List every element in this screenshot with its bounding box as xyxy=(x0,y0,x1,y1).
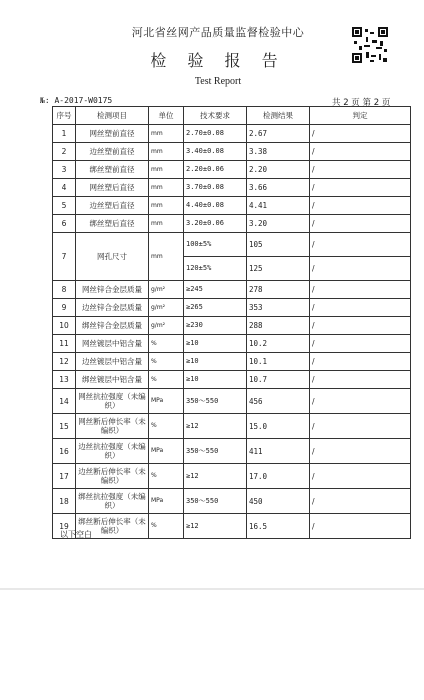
cell-result: 10.7 xyxy=(247,371,310,389)
cell-item: 网丝锌合金层质量 xyxy=(76,281,149,299)
cell-item: 绑丝塑后直径 xyxy=(76,215,149,233)
cell-no: 18 xyxy=(53,489,76,514)
header-unit: 单位 xyxy=(149,107,184,125)
cell-requirement: 100±5% xyxy=(184,233,247,257)
document-number: №: A-2017-W0175 xyxy=(40,96,113,105)
cell-requirement: 4.40±0.08 xyxy=(184,197,247,215)
end-of-report-note: 以下空白 xyxy=(60,530,92,539)
cell-verdict: / xyxy=(310,335,411,353)
cell-item: 网丝塑后直径 xyxy=(76,179,149,197)
cell-no: 15 xyxy=(53,414,76,439)
cell-unit: MPa xyxy=(149,489,184,514)
table-row xyxy=(53,371,411,389)
cell-unit: MPa xyxy=(149,439,184,464)
cell-no: 10 xyxy=(53,317,76,335)
cell-verdict: / xyxy=(310,389,411,414)
report-page xyxy=(12,10,412,590)
cell-item: 边丝断后伸长率（未编织） xyxy=(76,464,149,489)
cell-item: 网丝断后伸长率（未编织） xyxy=(76,414,149,439)
cell-requirement: 120±5% xyxy=(184,257,247,281)
table-row xyxy=(53,299,411,317)
table-row xyxy=(53,489,411,514)
cell-requirement: ≥12 xyxy=(184,414,247,439)
table-row xyxy=(53,179,411,197)
cell-verdict: / xyxy=(310,371,411,389)
cell-item: 边丝抗拉强度（未编织） xyxy=(76,439,149,464)
cell-verdict: / xyxy=(310,353,411,371)
cell-requirement: ≥245 xyxy=(184,281,247,299)
header-verdict: 判定 xyxy=(310,107,411,125)
cell-item: 边丝塑前直径 xyxy=(76,143,149,161)
header-requirement: 技术要求 xyxy=(184,107,247,125)
cell-no: 19 xyxy=(53,514,76,539)
cell-requirement: ≥12 xyxy=(184,514,247,539)
report-title: 检 验 报 告 xyxy=(150,51,286,70)
cell-verdict: / xyxy=(310,125,411,143)
cell-verdict: / xyxy=(310,281,411,299)
cell-result: 4.41 xyxy=(247,197,310,215)
cell-item: 边丝塑后直径 xyxy=(76,197,149,215)
cell-unit: MPa xyxy=(149,389,184,414)
cell-requirement: ≥230 xyxy=(184,317,247,335)
cell-no: 3 xyxy=(53,161,76,179)
cell-unit: g/m² xyxy=(149,299,184,317)
cell-unit: % xyxy=(149,335,184,353)
cell-item: 边丝镀层中铝含量 xyxy=(76,353,149,371)
cell-no: 9 xyxy=(53,299,76,317)
cell-requirement: ≥265 xyxy=(184,299,247,317)
results-table xyxy=(52,106,411,539)
cell-unit: g/m² xyxy=(149,281,184,299)
cell-item: 网丝镀层中铝含量 xyxy=(76,335,149,353)
cell-unit: % xyxy=(149,414,184,439)
cell-no: 14 xyxy=(53,389,76,414)
cell-verdict: / xyxy=(310,197,411,215)
cell-result: 15.0 xyxy=(247,414,310,439)
table-row xyxy=(53,281,411,299)
cell-verdict: / xyxy=(310,464,411,489)
cell-requirement: 3.20±0.06 xyxy=(184,215,247,233)
table-row xyxy=(53,161,411,179)
table-row xyxy=(53,317,411,335)
cell-result: 10.1 xyxy=(247,353,310,371)
cell-no: 2 xyxy=(53,143,76,161)
cell-result: 2.20 xyxy=(247,161,310,179)
cell-verdict: / xyxy=(310,299,411,317)
cell-result: 10.2 xyxy=(247,335,310,353)
cell-verdict: / xyxy=(310,414,411,439)
cell-result: 288 xyxy=(247,317,310,335)
cell-item: 绑丝断后伸长率（未编织） xyxy=(76,514,149,539)
cell-requirement: 3.40±0.08 xyxy=(184,143,247,161)
cell-result: 16.5 xyxy=(247,514,310,539)
cell-item: 网孔尺寸 xyxy=(76,233,149,281)
table-row xyxy=(53,233,411,257)
cell-no: 8 xyxy=(53,281,76,299)
table-row xyxy=(53,335,411,353)
cell-no: 13 xyxy=(53,371,76,389)
cell-unit: mm xyxy=(149,197,184,215)
table-row xyxy=(53,125,411,143)
cell-unit: % xyxy=(149,371,184,389)
cell-requirement: 350～550 xyxy=(184,489,247,514)
cell-result: 456 xyxy=(247,389,310,414)
cell-unit: % xyxy=(149,353,184,371)
report-subtitle: Test Report xyxy=(194,76,242,87)
cell-unit: mm xyxy=(149,233,184,281)
qr-code-icon xyxy=(352,27,388,63)
page-bottom-edge xyxy=(0,588,424,590)
cell-verdict: / xyxy=(310,317,411,335)
cell-result: 2.67 xyxy=(247,125,310,143)
table-row xyxy=(53,414,411,439)
cell-unit: mm xyxy=(149,215,184,233)
cell-requirement: 3.70±0.08 xyxy=(184,179,247,197)
cell-no: 11 xyxy=(53,335,76,353)
cell-verdict: / xyxy=(310,143,411,161)
cell-no: 7 xyxy=(53,233,76,281)
header-result: 检测结果 xyxy=(247,107,310,125)
table-row xyxy=(53,143,411,161)
table-row xyxy=(53,389,411,414)
cell-unit: mm xyxy=(149,143,184,161)
cell-unit: g/m² xyxy=(149,317,184,335)
cell-verdict: / xyxy=(310,257,411,281)
cell-unit: mm xyxy=(149,125,184,143)
cell-no: 4 xyxy=(53,179,76,197)
cell-result: 3.38 xyxy=(247,143,310,161)
cell-result: 411 xyxy=(247,439,310,464)
table-row xyxy=(53,197,411,215)
cell-verdict: / xyxy=(310,489,411,514)
cell-no: 16 xyxy=(53,439,76,464)
cell-item: 绑丝抗拉强度（未编织） xyxy=(76,489,149,514)
cell-verdict: / xyxy=(310,215,411,233)
organization-name: 河北省丝网产品质量监督检验中心 xyxy=(131,26,305,39)
cell-item: 网丝塑前直径 xyxy=(76,125,149,143)
cell-result: 3.20 xyxy=(247,215,310,233)
cell-unit: mm xyxy=(149,179,184,197)
cell-requirement: ≥10 xyxy=(184,353,247,371)
header-no: 序号 xyxy=(53,107,76,125)
cell-requirement: 2.70±0.08 xyxy=(184,125,247,143)
cell-verdict: / xyxy=(310,161,411,179)
table-row xyxy=(53,514,411,539)
cell-result: 278 xyxy=(247,281,310,299)
cell-verdict: / xyxy=(310,439,411,464)
table-row xyxy=(53,215,411,233)
cell-result: 353 xyxy=(247,299,310,317)
cell-no: 1 xyxy=(53,125,76,143)
cell-no: 6 xyxy=(53,215,76,233)
cell-verdict: / xyxy=(310,179,411,197)
cell-unit: % xyxy=(149,514,184,539)
cell-unit: mm xyxy=(149,161,184,179)
cell-requirement: 2.20±0.06 xyxy=(184,161,247,179)
cell-no: 17 xyxy=(53,464,76,489)
cell-item: 网丝抗拉强度（未编织） xyxy=(76,389,149,414)
cell-item: 边丝锌合金层质量 xyxy=(76,299,149,317)
cell-item: 绑丝锌合金层质量 xyxy=(76,317,149,335)
cell-requirement: 350～550 xyxy=(184,389,247,414)
page-indicator: 共 2 页 第 2 页 xyxy=(332,98,391,108)
table-row xyxy=(53,439,411,464)
table-header-row xyxy=(53,107,411,125)
cell-no: 12 xyxy=(53,353,76,371)
cell-unit: % xyxy=(149,464,184,489)
cell-result: 17.0 xyxy=(247,464,310,489)
cell-requirement: ≥10 xyxy=(184,371,247,389)
cell-result: 105 xyxy=(247,233,310,257)
table-row xyxy=(53,464,411,489)
cell-result: 3.66 xyxy=(247,179,310,197)
cell-verdict: / xyxy=(310,514,411,539)
header-item: 检测项目 xyxy=(76,107,149,125)
cell-item: 绑丝塑前直径 xyxy=(76,161,149,179)
cell-no: 5 xyxy=(53,197,76,215)
cell-requirement: ≥12 xyxy=(184,464,247,489)
cell-item: 绑丝镀层中铝含量 xyxy=(76,371,149,389)
table-row xyxy=(53,353,411,371)
cell-requirement: 350～550 xyxy=(184,439,247,464)
cell-requirement: ≥10 xyxy=(184,335,247,353)
cell-verdict: / xyxy=(310,233,411,257)
cell-result: 450 xyxy=(247,489,310,514)
cell-result: 125 xyxy=(247,257,310,281)
